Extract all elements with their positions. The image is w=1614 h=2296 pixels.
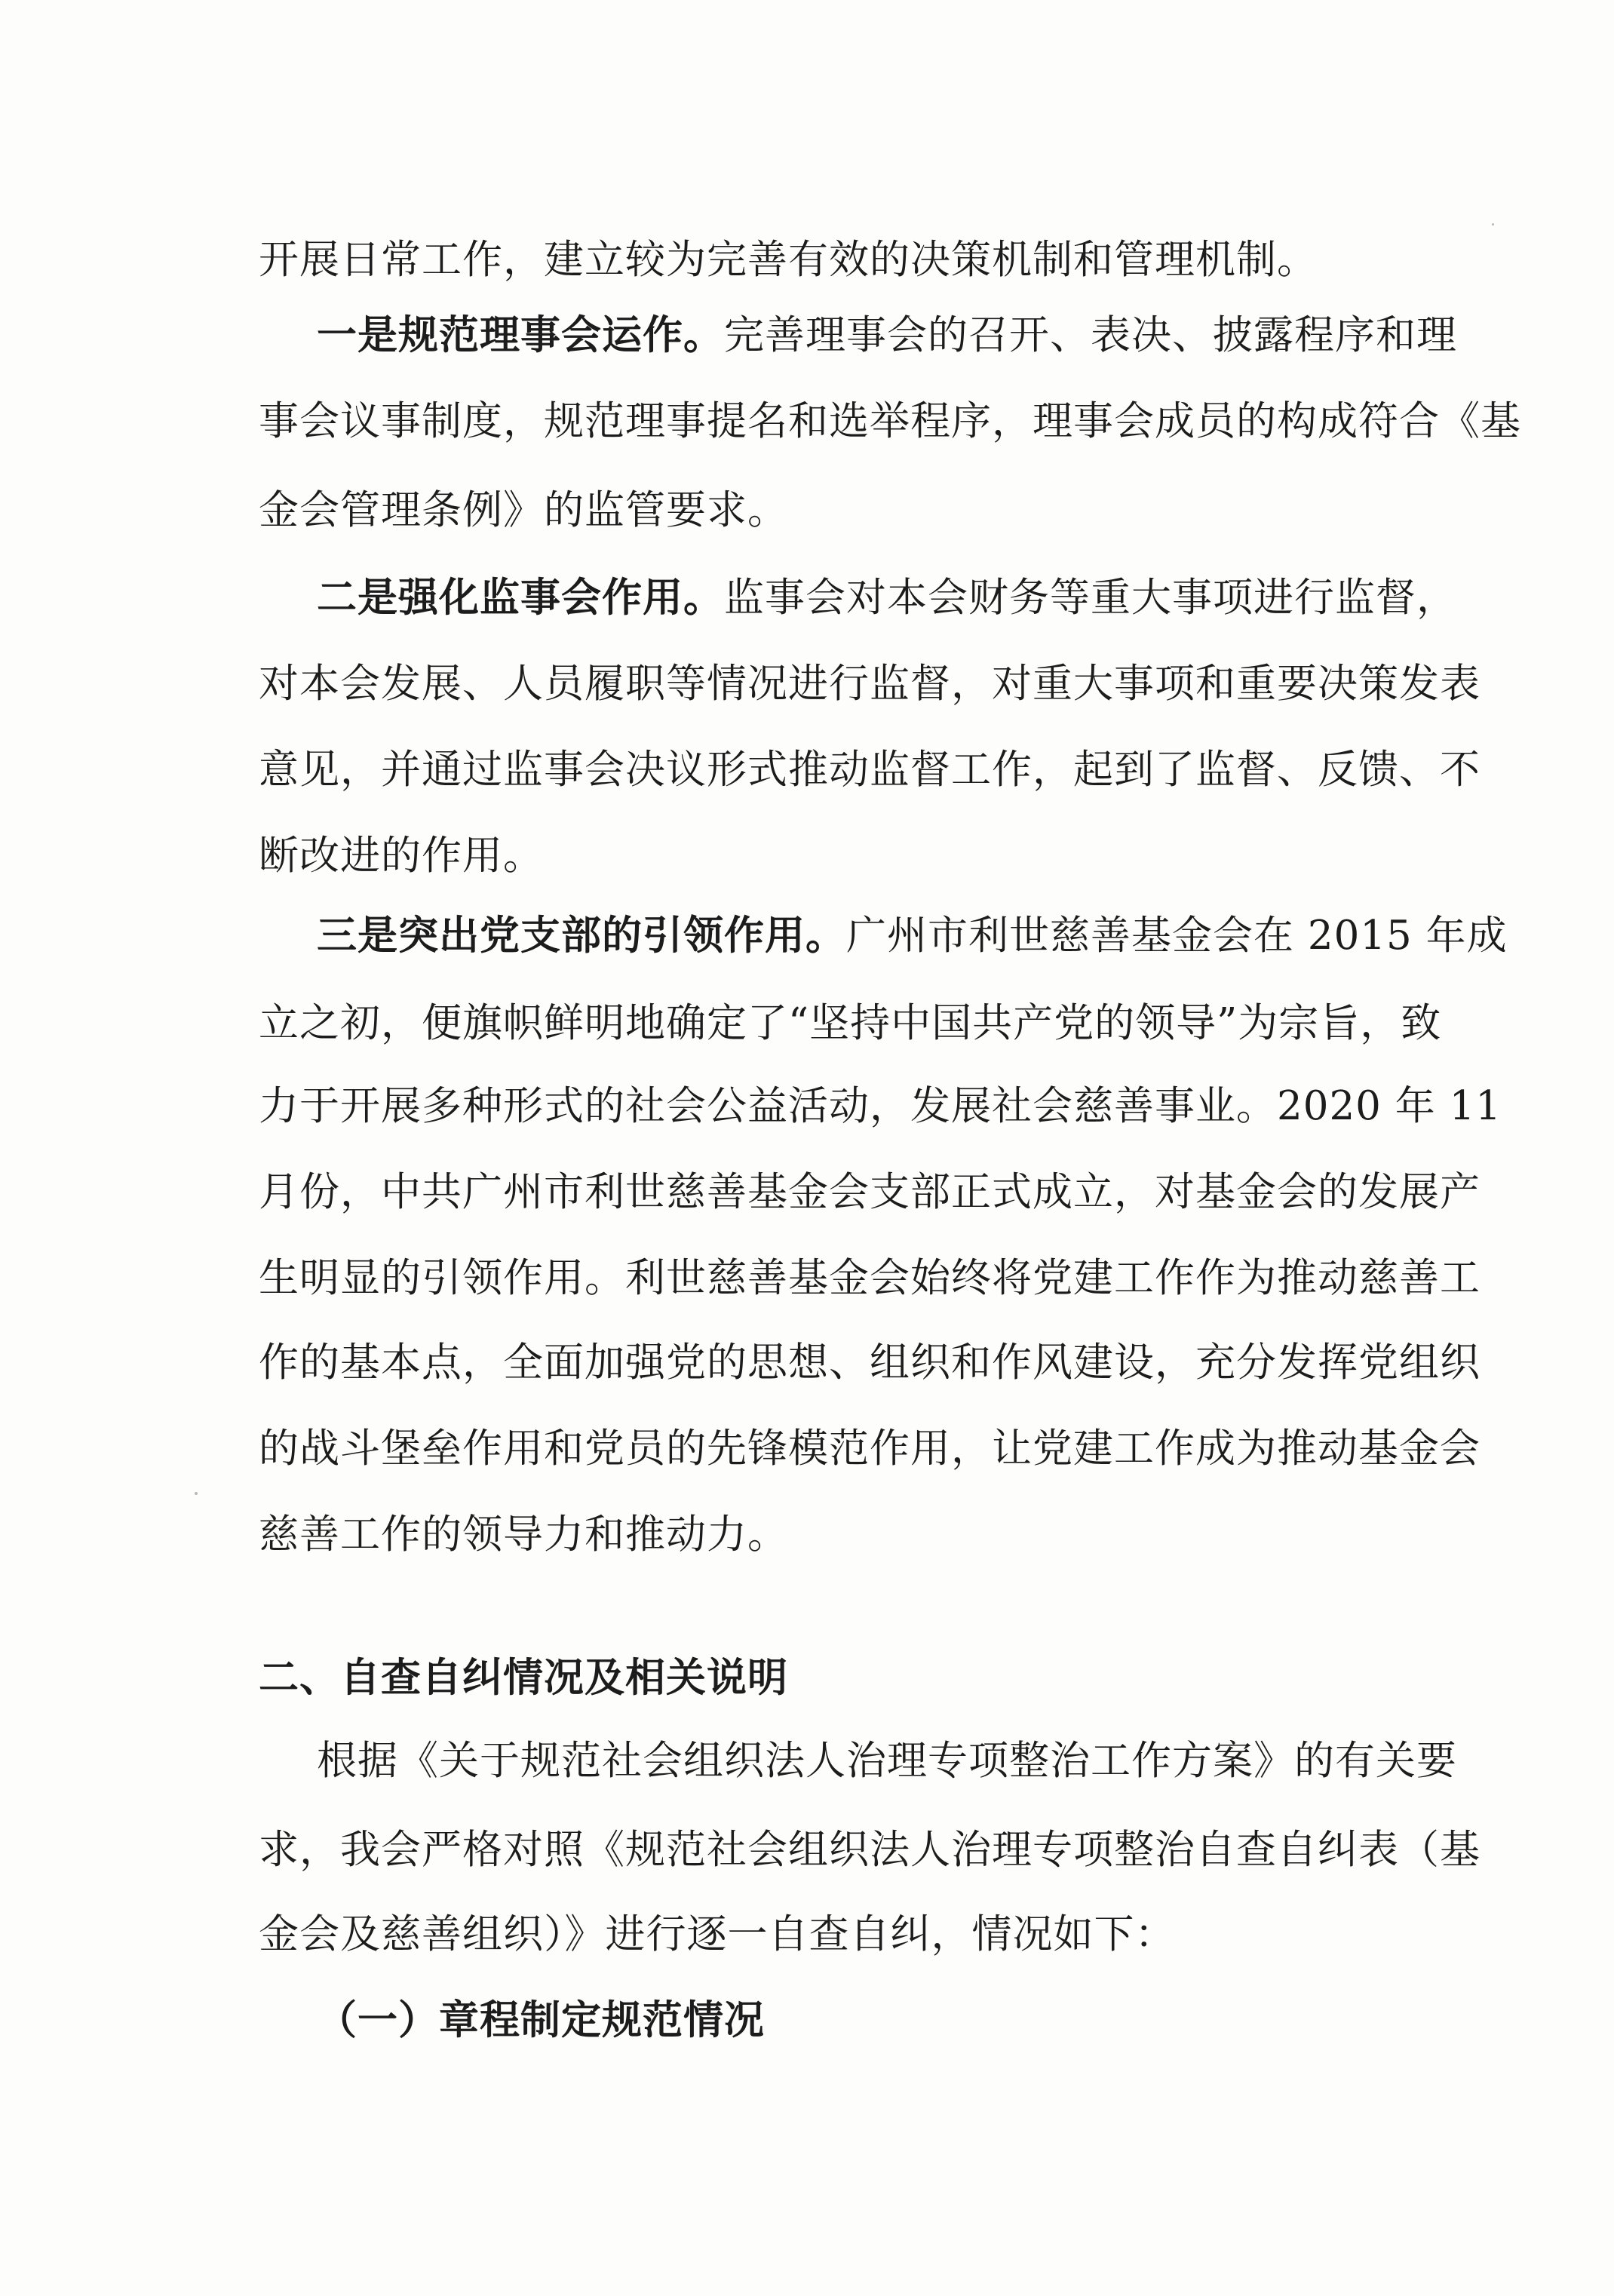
section-two-heading: 二、自查自纠情况及相关说明 <box>259 1655 788 1701</box>
intro-line-1: 开展日常工作，建立较为完善有效的决策机制和管理机制。 <box>259 237 1318 283</box>
para-one-line-1 <box>317 309 1457 362</box>
para-three-line-6: 作的基本点，全面加强党的思想、组织和作风建设，充分发挥党组织 <box>259 1340 1481 1386</box>
para-one-line-1-rest: 完善理事会的召开、表决、披露程序和理 <box>724 312 1457 358</box>
para-two-line-3: 意见，并通过监事会决议形式推动监督工作，起到了监督、反馈、不 <box>259 747 1481 793</box>
para-three-line-5: 生明显的引领作用。利世慈善基金会始终将党建工作作为推动慈善工 <box>259 1255 1481 1301</box>
para-three-line-1 <box>317 910 1508 962</box>
section-two-subheading: （一）章程制定规范情况 <box>317 1997 765 2043</box>
para-one-line-3: 金会管理条例》的监管要求。 <box>259 487 788 533</box>
para-two-line-1 <box>317 572 1457 625</box>
para-three-line-2: 立之初，便旗帜鲜明地确定了“坚持中国共产党的领导”为宗旨，致 <box>259 1000 1442 1046</box>
section-two-para-line-1: 根据《关于规范社会组织法人治理专项整治工作方案》的有关要 <box>317 1738 1457 1784</box>
section-two-para-line-2: 求，我会严格对照《规范社会组织法人治理专项整治自查自纠表（基 <box>259 1827 1481 1873</box>
para-two-line-2: 对本会发展、人员履职等情况进行监督，对重大事项和重要决策发表 <box>259 661 1481 707</box>
para-three-line-4: 月份，中共广州市利世慈善基金会支部正式成立，对基金会的发展产 <box>259 1169 1481 1215</box>
para-two-line-1-rest: 监事会对本会财务等重大事项进行监督， <box>724 575 1457 621</box>
para-two-line-4: 断改进的作用。 <box>259 833 544 879</box>
para-three-line-1-rest: 广州市利世慈善基金会在 2015 年成 <box>846 913 1508 959</box>
para-three-line-7: 的战斗堡垒作用和党员的先锋模范作用，让党建工作成为推动基金会 <box>259 1426 1481 1472</box>
para-three-lead: 三是突出党支部的引领作用。 <box>317 913 846 959</box>
scan-speck <box>195 1492 198 1495</box>
para-one-lead: 一是规范理事会运作。 <box>317 312 724 358</box>
para-two-lead: 二是强化监事会作用。 <box>317 575 724 621</box>
section-two-para-line-3: 金会及慈善组织）》进行逐一自查自纠，情况如下： <box>259 1911 1176 1957</box>
para-one-line-2: 事会议事制度，规范理事提名和选举程序，理事会成员的构成符合《基 <box>259 398 1521 444</box>
para-three-line-3: 力于开展多种形式的社会公益活动，发展社会慈善事业。2020 年 11 <box>259 1083 1502 1129</box>
scan-speck <box>1492 223 1494 226</box>
para-three-line-8: 慈善工作的领导力和推动力。 <box>259 1512 788 1558</box>
